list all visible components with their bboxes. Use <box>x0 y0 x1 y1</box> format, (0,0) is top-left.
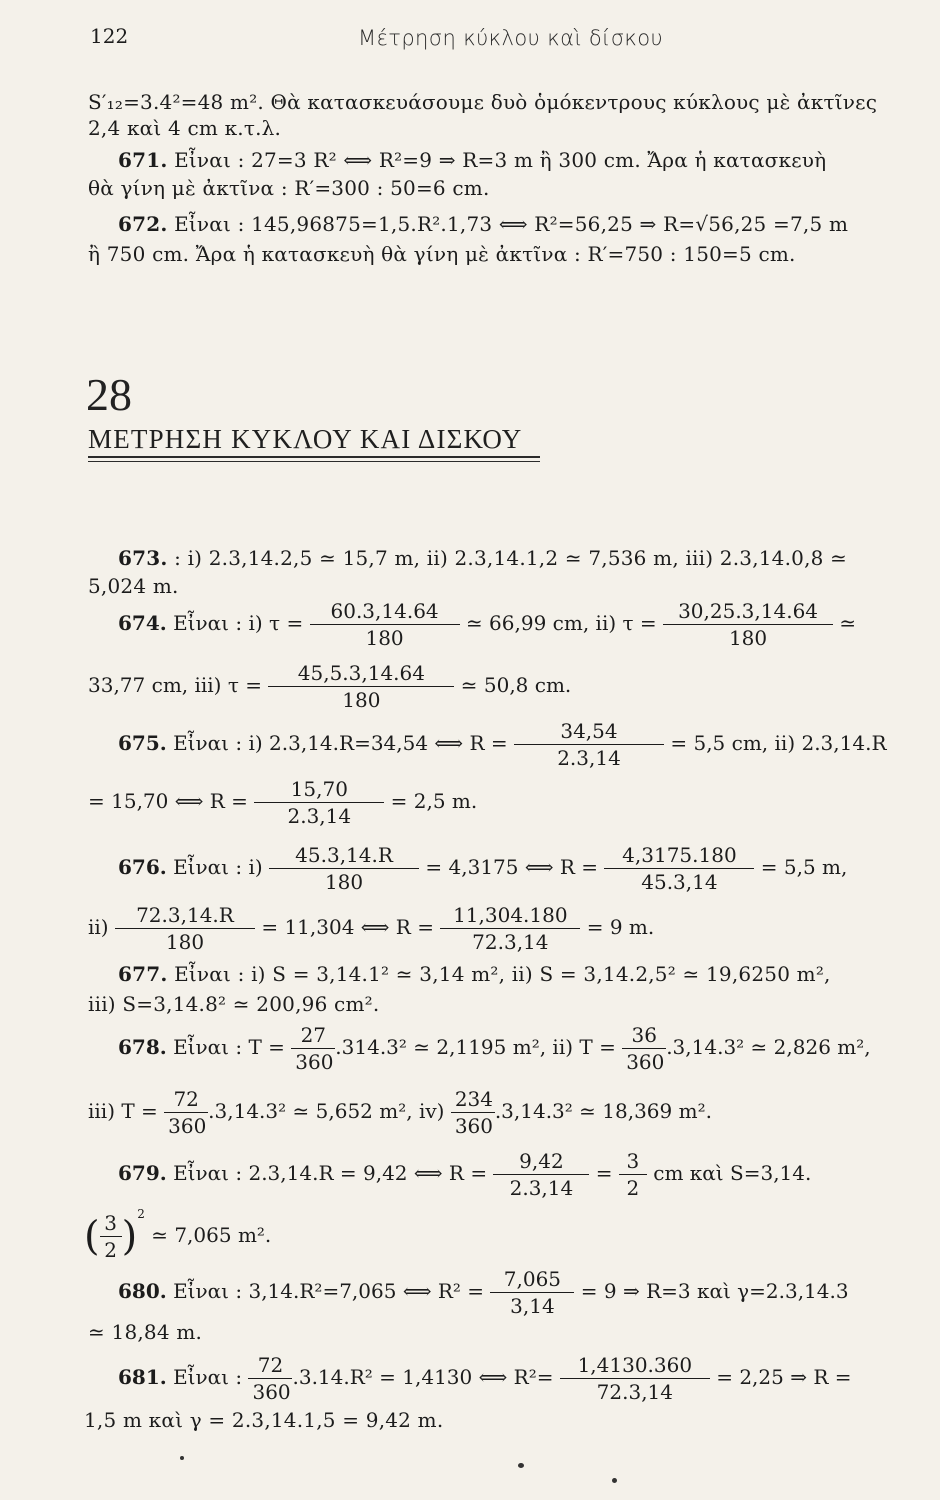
numerator: 60.3,14.64 <box>310 598 460 625</box>
fraction <box>451 1086 495 1139</box>
numerator: 72 <box>164 1086 208 1113</box>
text-line: = 5,5 m, <box>760 855 848 879</box>
exercise-680 <box>118 1266 849 1319</box>
chapter-title: ΜΕΤΡΗΣΗ ΚΥΚΛΟΥ ΚΑΙ ΔΙΣΚΟΥ <box>88 424 523 454</box>
denominator: 180 <box>324 870 364 894</box>
exercise-679-cont <box>84 1207 272 1263</box>
text-line: ≃ 50,8 cm. <box>460 673 572 697</box>
fraction <box>268 660 454 713</box>
text-line: = 11,304 ⟺ R = <box>261 915 434 939</box>
text-line: .3,14.3² ≃ 2,826 m², <box>666 1035 871 1059</box>
text-line: ≃ 66,99 cm, ii) τ = <box>465 611 657 635</box>
text-line: ≃ <box>839 611 857 635</box>
fraction <box>622 1022 666 1075</box>
fraction <box>619 1148 647 1201</box>
exercise-678-cont <box>88 1086 712 1139</box>
exercise-676-cont <box>88 902 654 955</box>
numerator: 1,4130.360 <box>560 1352 710 1379</box>
exercise-677 <box>118 962 831 986</box>
text-line: = 4,3175 ⟺ R = <box>425 855 599 879</box>
numerator: 27 <box>291 1022 335 1049</box>
denominator: 180 <box>342 688 381 712</box>
text-line: Εἶναι : <box>173 1365 243 1389</box>
fraction <box>291 1022 335 1075</box>
text-line: = 9 ⇒ R=3 καὶ γ=2.3,14.3 <box>580 1279 849 1303</box>
denominator: 360 <box>626 1050 665 1074</box>
right-paren: ) <box>121 1213 138 1260</box>
text-line: = 9 m. <box>586 915 655 939</box>
fraction <box>115 902 255 955</box>
numerator: 30,25.3,14.64 <box>663 598 833 625</box>
text-line: ii) <box>88 915 109 939</box>
text-line: S′₁₂=3.4²=48 m². Θὰ κατασκευάσουμε δυὸ ὁμόκεντρους κύκλους μὲ ἀκτῖνες <box>88 90 878 114</box>
numerator: 15,70 <box>254 776 384 803</box>
denominator: 180 <box>728 626 768 650</box>
numerator: 3 <box>619 1148 647 1175</box>
text-line: Εἶναι : i) <box>173 855 263 879</box>
fraction <box>269 842 419 895</box>
denominator: 360 <box>295 1050 334 1074</box>
text-line: .3,14.3² ≃ 5,652 m², iv) <box>208 1099 445 1123</box>
text-line: .3.14.R² = 1,4130 ⟺ R²= <box>292 1365 554 1389</box>
text-line: Εἶναι : i) 2.3,14.R=34,54 ⟺ R = <box>173 731 508 755</box>
fraction <box>440 902 580 955</box>
exercise-number: 680. <box>118 1279 167 1303</box>
exercise-number: 672. <box>118 212 168 236</box>
exercise-679 <box>118 1148 811 1201</box>
denominator: 45.3,14 <box>641 870 718 894</box>
exercise-number: 679. <box>118 1161 167 1185</box>
exercise-674-cont <box>88 660 571 713</box>
text-line: cm καὶ S=3,14. <box>653 1161 812 1185</box>
fraction <box>310 598 460 651</box>
exercise-number: 673. <box>118 546 168 570</box>
numerator: 11,304.180 <box>440 902 580 929</box>
exercise-674 <box>118 598 856 651</box>
page-number: 122 <box>90 24 129 48</box>
fraction <box>164 1086 208 1139</box>
text-line: .314.3² ≃ 2,1195 m², ii) T = <box>335 1035 616 1059</box>
numerator: 7,065 <box>490 1266 574 1293</box>
denominator: 3,14 <box>510 1294 555 1318</box>
denominator: 180 <box>165 930 205 954</box>
fraction <box>560 1352 710 1405</box>
chapter-number: 28 <box>86 369 132 420</box>
fraction <box>514 718 664 771</box>
ink-speck <box>518 1463 524 1468</box>
text-line: 33,77 cm, iii) τ = <box>88 673 263 697</box>
numerator: 3 <box>100 1210 122 1237</box>
denominator: 2 <box>626 1176 640 1200</box>
text-line: : i) 2.3,14.2,5 ≃ 15,7 m, ii) 2.3,14.1,2 ≃ 7,536 m, iii) 2.3,14.0,8 ≃ <box>174 546 848 570</box>
exercise-673 <box>118 546 847 570</box>
numerator: 9,42 <box>493 1148 589 1175</box>
text-line: = 5,5 cm, ii) 2.3,14.R <box>670 731 887 755</box>
running-title: Μέτρηση κύκλου καὶ δίσκου <box>358 26 664 50</box>
text-line: = 2,5 m. <box>390 789 478 813</box>
denominator: 360 <box>252 1380 291 1404</box>
fraction <box>490 1266 574 1319</box>
numerator: 36 <box>622 1022 666 1049</box>
text-line: θὰ γίνη μὲ ἀκτῖνα : R′=300 : 50=6 cm. <box>88 176 490 200</box>
text-line: 2,4 καὶ 4 cm κ.τ.λ. <box>88 116 282 140</box>
text-line: ἢ 750 cm. Ἄρα ἡ κατασκευὴ θὰ γίνη μὲ ἀκτῖνα : R′=750 : 150=5 cm. <box>88 242 796 266</box>
denominator: 2.3,14 <box>509 1176 574 1200</box>
exercise-671 <box>118 148 826 172</box>
numerator: 72.3,14.R <box>115 902 255 929</box>
exercise-number: 674. <box>118 611 167 635</box>
text-line: Εἶναι : T = <box>173 1035 285 1059</box>
left-paren: ( <box>84 1213 100 1260</box>
numerator: 234 <box>451 1086 495 1113</box>
text-line: Εἶναι : 27=3 R² ⟺ R²=9 ⇒ R=3 m ἢ 300 cm. Ἄρα ἡ κατασκευὴ <box>174 148 827 172</box>
exercise-676 <box>118 842 847 895</box>
exercise-number: 671. <box>118 148 168 172</box>
exercise-675 <box>118 718 887 771</box>
text-line: Εἶναι : i) S = 3,14.1² ≃ 3,14 m², ii) S = 3,14.2,5² ≃ 19,6250 m², <box>174 962 831 986</box>
chapter-underline <box>88 456 540 458</box>
text-line: iii) S=3,14.8² ≃ 200,96 cm². <box>88 992 380 1016</box>
exercise-number: 678. <box>118 1035 167 1059</box>
text-line: Εἶναι : i) τ = <box>173 611 304 635</box>
text-line: Εἶναι : 3,14.R²=7,065 ⟺ R² = <box>173 1279 485 1303</box>
exercise-number: 676. <box>118 855 167 879</box>
denominator: 360 <box>454 1114 493 1138</box>
numerator: 34,54 <box>514 718 664 745</box>
fraction <box>254 776 384 829</box>
numerator: 45,5.3,14.64 <box>268 660 454 687</box>
fraction <box>604 842 754 895</box>
text-line: = 2,25 ⇒ R = <box>716 1365 852 1389</box>
exercise-number: 677. <box>118 962 168 986</box>
numerator: 45.3,14.R <box>269 842 419 869</box>
exercise-number: 681. <box>118 1365 167 1389</box>
denominator: 2 <box>104 1238 117 1262</box>
denominator: 2.3,14 <box>557 746 621 770</box>
exponent: 2 <box>137 1207 145 1221</box>
chapter-underline <box>88 461 540 462</box>
text-line: Εἶναι : 2.3,14.R = 9,42 ⟺ R = <box>173 1161 488 1185</box>
text-line: .3,14.3² ≃ 18,369 m². <box>494 1099 712 1123</box>
text-line: Εἶναι : 145,96875=1,5.R².1,73 ⟺ R²=56,25 ⇒ R=√56,25 =7,5 m <box>174 212 849 236</box>
fraction <box>248 1352 292 1405</box>
numerator: 72 <box>248 1352 292 1379</box>
ink-speck <box>180 1456 184 1460</box>
fraction <box>663 598 833 651</box>
exercise-675-cont <box>88 776 477 829</box>
text-line: iii) T = <box>88 1099 158 1123</box>
text-line: ≃ 7,065 m². <box>151 1223 272 1247</box>
numerator: 4,3175.180 <box>604 842 754 869</box>
text-line: ≃ 18,84 m. <box>88 1320 203 1344</box>
text-line: = <box>595 1161 613 1185</box>
exercise-number: 675. <box>118 731 167 755</box>
exercise-681 <box>118 1352 852 1405</box>
denominator: 72.3,14 <box>596 1380 674 1404</box>
exercise-672 <box>118 212 848 236</box>
text-line: = 15,70 ⟺ R = <box>88 789 248 813</box>
text-line: 5,024 m. <box>88 574 179 598</box>
denominator: 180 <box>365 626 404 650</box>
exercise-678 <box>118 1022 871 1075</box>
denominator: 2.3,14 <box>287 804 352 828</box>
denominator: 72.3,14 <box>472 930 549 954</box>
text-line: 1,5 m καὶ γ = 2.3,14.1,5 = 9,42 m. <box>84 1408 444 1432</box>
fraction <box>493 1148 589 1201</box>
denominator: 360 <box>168 1114 207 1138</box>
fraction <box>100 1210 122 1263</box>
ink-speck <box>612 1478 617 1483</box>
